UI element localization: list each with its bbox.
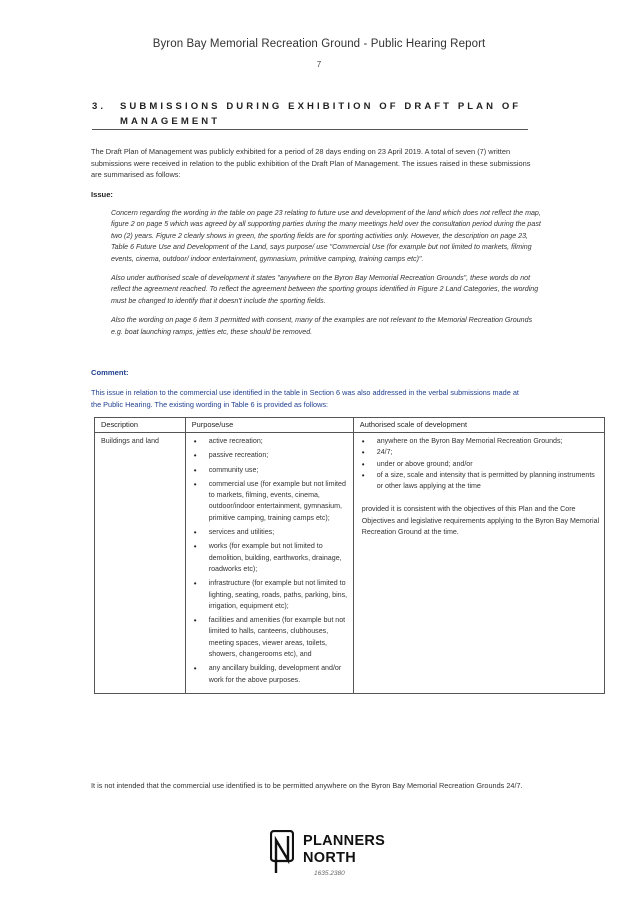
bullet-icon: • xyxy=(193,465,197,475)
bullet-icon: • xyxy=(361,470,365,480)
issue-quote-1: Concern regarding the wording in the table on page 23 relating to future use and development of the land which does not reflect the map, figure 2 on page 5 which was agreed by all supporting parties during the many meetings held over the consultation period during the past two (2) years. Figure 2 clearly shows in green, the sporting fields are for sporting activities only. However, the description on page 23, Table 6 Future Use and Development of the Land, says purpose/ use "Commercial Use (for example but not limited to markets, filming events, cinema, outdoor/ indoor entertainment, gymnasium, primitive camping, training camps etc)". xyxy=(111,209,541,263)
list-item: • infrastructure (for example but not limited to lighting, seating, roads, paths, parking, bins, irrigation, equipment etc); xyxy=(193,579,348,610)
page-number: 7 xyxy=(316,60,322,69)
cell-purposes xyxy=(185,433,353,694)
bullet-icon: • xyxy=(193,451,197,461)
comment-paragraph: This issue in relation to the commercial use identified in the table in Section 6 was also addressed in the verbal submissions made at the Public Hearing. The existing wording in Table 6 is provided as follows: xyxy=(91,388,519,409)
list-item: • of a size, scale and intensity that is permitted by planning instruments or other laws applying at the time xyxy=(361,470,595,491)
header-purpose-use: Purpose/use xyxy=(185,418,353,433)
header-description: Description xyxy=(95,418,186,433)
purpose-list xyxy=(192,436,349,686)
table-header-row xyxy=(95,418,605,433)
list-item: • passive recreation; xyxy=(193,451,269,461)
scale-provided-text: provided it is consistent with the objectives of this Plan and the Core Objectives and legislative requirements applying to the Byron Bay Memorial Recreation Ground at the time. xyxy=(361,505,600,537)
bullet-icon: • xyxy=(193,579,197,589)
logo-word-north: NORTH xyxy=(303,850,357,866)
list-item: • any ancillary building, development and/or work for the above purposes. xyxy=(193,664,342,684)
bullet-icon: • xyxy=(361,437,365,446)
logo-subtext: 1635.2380 xyxy=(314,870,345,877)
planners-north-logo xyxy=(270,828,400,883)
planners-north-logo-icon xyxy=(270,830,294,874)
list-item: • community use; xyxy=(193,465,259,475)
header-authorised-scale: Authorised scale of development xyxy=(353,418,604,433)
bullet-icon: • xyxy=(193,528,197,538)
section-title-line1: SUBMISSIONS DURING EXHIBITION OF DRAFT PLAN OF xyxy=(120,101,522,112)
issue-quote-3: Also the wording on page 6 item 3 permitted with consent, many of the examples are not relevant to the Memorial Recreation Grounds e.g. boat launching ramps, jetties etc, these should be removed. xyxy=(111,316,533,336)
section-heading xyxy=(92,99,532,129)
bullet-icon: • xyxy=(193,616,197,626)
cell-description: Buildings and land xyxy=(95,433,186,694)
list-item: • works (for example but not limited to demolition, building, earthworks, drainage, roadworks etc); xyxy=(193,542,342,573)
cell-authorised-scale xyxy=(353,433,604,694)
scale-list xyxy=(360,436,600,492)
bullet-icon: • xyxy=(193,542,197,552)
list-item: • services and utilities; xyxy=(193,528,275,538)
list-item: • anywhere on the Byron Bay Memorial Recreation Grounds; xyxy=(361,437,563,446)
issue-quote-2: Also under authorised scale of development it states "anywhere on the Byron Bay Memorial Recreation Grounds", these words do not reflect the agreement reached. To reflect the agreement between the sporting groups identified in Figure 2 Land Categories, the wording must be changed to identify that it doesn't include the sporting fields. xyxy=(111,274,539,305)
section-number: 3. xyxy=(92,101,107,112)
bullet-icon: • xyxy=(361,459,365,469)
heading-divider xyxy=(92,129,528,130)
comment-label: Comment: xyxy=(91,368,129,377)
table-row xyxy=(95,433,605,694)
bullet-icon: • xyxy=(361,448,365,458)
issue-label: Issue: xyxy=(91,190,113,199)
issue-quotes xyxy=(111,208,541,346)
bullet-icon: • xyxy=(193,479,197,489)
list-item: • facilities and amenities (for example but not limited to halls, canteens, clubhouses, meeting spaces, viewer areas, toilets, showers, changerooms etc), and xyxy=(193,616,346,659)
list-item: • commercial use (for example but not limited to markets, filming, events, cinema, outdoor/indoor entertainment, gymnasium, primitive camping, training camps etc); xyxy=(193,479,346,522)
bullet-icon: • xyxy=(193,437,197,446)
list-item: • active recreation; xyxy=(193,437,263,446)
list-item: • under or above ground; and/or xyxy=(361,459,473,469)
list-item: • 24/7; xyxy=(361,448,393,458)
logo-word-planners: PLANNERS xyxy=(303,833,386,849)
report-header-title: Byron Bay Memorial Recreation Ground - Public Hearing Report xyxy=(152,38,486,50)
bullet-icon: • xyxy=(193,664,197,674)
future-use-table xyxy=(94,417,605,694)
intro-paragraph: The Draft Plan of Management was publicly exhibited for a period of 28 days ending on 23 April 2019. A total of seven (7) written submissions were received in relation to the public exhibition of the Draft Plan of Management. The issues raised in these submissions are summarised as follows: xyxy=(91,147,531,179)
closing-paragraph: It is not intended that the commercial use identified is to be permitted anywhere on the Byron Bay Memorial Recreation Grounds 24/7. xyxy=(91,781,523,790)
section-title-line2: MANAGEMENT xyxy=(120,116,221,127)
